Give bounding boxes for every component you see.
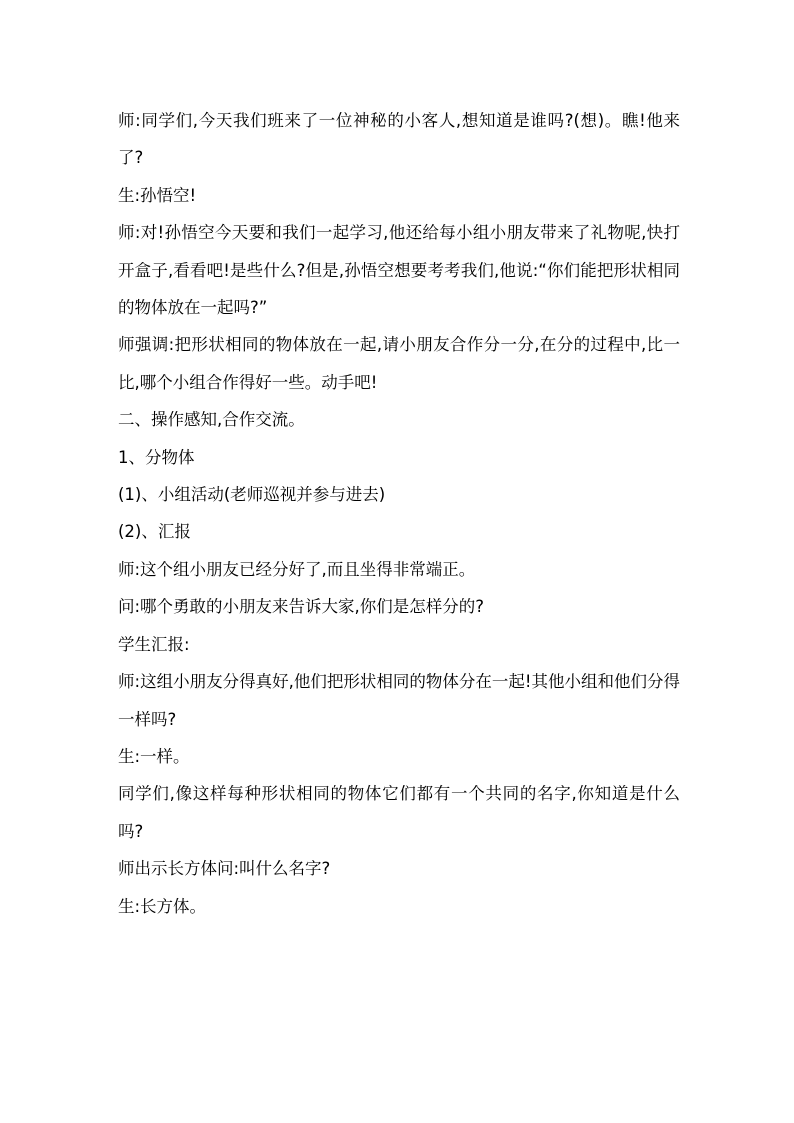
paragraph-teacher-intro: 师:同学们,今天我们班来了一位神秘的小客人,想知道是谁吗?(想)。瞧!他来了? [118,111,680,168]
paragraph-student-answer-sunwukong: 生:孙悟空! [118,185,197,205]
paragraph-teacher-praise: 师:这个组小朋友已经分好了,而且坐得非常端正。 [118,559,476,579]
paragraph-student-same: 生:一样。 [118,746,190,766]
paragraph-teacher-gift: 师:对!孙悟空今天要和我们一起学习,他还给每小组小朋友带来了礼物呢,快打开盒子,看看吧!是些什么?但是,孙悟空想要考考我们,他说:“你们能把形状相同的物体放在一起吗?” [118,223,680,318]
paragraph-student-report: 学生汇报: [118,634,190,654]
document-body [118,102,680,925]
paragraph-teacher-emphasis: 师强调:把形状相同的物体放在一起,请小朋友合作分一分,在分的过程中,比一比,哪个小组合作得好一些。动手吧! [118,335,680,392]
paragraph-teacher-compare: 师:这组小朋友分得真好,他们把形状相同的物体分在一起!其他小组和他们分得一样吗? [118,672,680,729]
paragraph-teacher-cuboid: 师出示长方体问:叫什么名字? [118,859,331,879]
section-heading-operation: 二、操作感知,合作交流。 [118,410,305,430]
subheading-sort-objects: 1、分物体 [118,447,195,467]
list-item-group-activity: (1)、小组活动(老师巡视并参与进去) [118,485,386,505]
paragraph-student-cuboid: 生:长方体。 [118,896,207,916]
paragraph-common-name: 同学们,像这样每种形状相同的物体它们都有一个共同的名字,你知道是什么吗? [118,784,680,841]
list-item-report: (2)、汇报 [118,522,191,542]
paragraph-question: 问:哪个勇敢的小朋友来告诉大家,你们是怎样分的? [118,597,485,617]
